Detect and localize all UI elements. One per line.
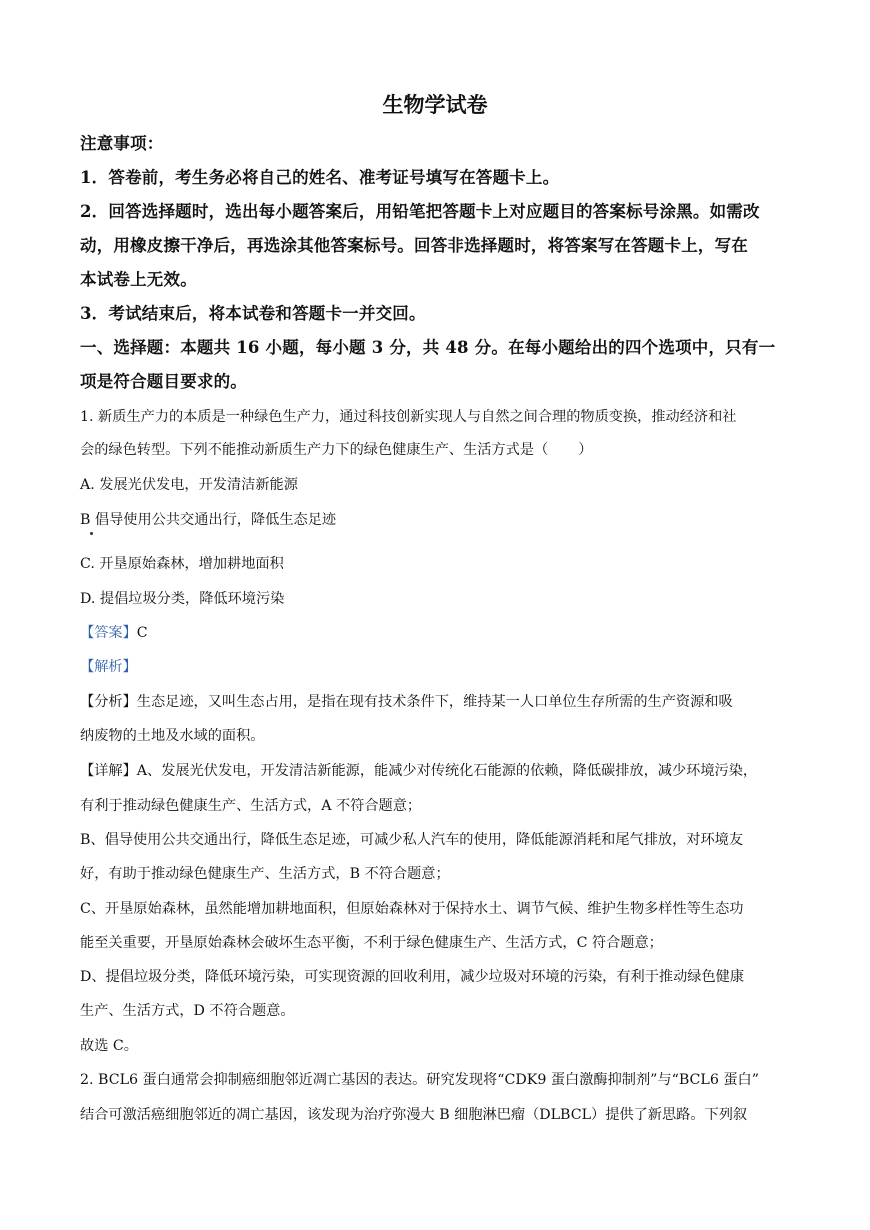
question-1-option-c: C. 开垦原始森林，增加耕地面积 <box>80 556 284 572</box>
stray-dot-mark <box>90 532 93 535</box>
question-1-stem-line-2 <box>80 439 800 461</box>
notice-item-2-line-2: 动，用橡皮擦干净后，再选涂其他答案标号。回答非选择题时，将答案写在答题卡上，写在 <box>80 236 748 255</box>
question-1-option-b: B 倡导使用公共交通出行，降低生态足迹 <box>80 512 337 528</box>
xiangjie-d-line-2: 生产、生活方式，D 不符合题意。 <box>80 1003 295 1019</box>
fenxi-line-2: 纳废物的土地及水域的面积。 <box>80 728 265 744</box>
exam-title: 生物学试卷 <box>382 92 488 117</box>
fenxi-text: 生态足迹，又叫生态占用，是指在现有技术条件下，维持某一人口单位生存所需的生产资源和吸 <box>136 694 733 710</box>
question-1-stem-line-1: 1. 新质生产力的本质是一种绿色生产力，通过科技创新实现人与自然之间合理的物质变换，推动经济和社 <box>80 409 737 425</box>
answer-label: 【答案】 <box>80 625 137 641</box>
question-2-stem-line-1: 2. BCL6 蛋白通常会抑制癌细胞邻近凋亡基因的表达。研究发现将“CDK9 蛋白激酶抑制剂”与“BCL6 蛋白” <box>80 1072 759 1088</box>
xiangjie-b-line-1: B、倡导使用公共交通出行，降低生态足迹，可减少私人汽车的使用，降低能源消耗和尾气排放，对环境友 <box>80 832 744 848</box>
analysis-label: 【解析】 <box>80 659 137 675</box>
notice-item-2-line-1: 2．回答选择题时，选出每小题答案后，用铅笔把答题卡上对应题目的答案标号涂黑。如需改 <box>80 202 760 221</box>
question-1-option-a: A. 发展光伏发电，开发清洁新能源 <box>80 477 298 493</box>
xiangjie-b-line-2: 好，有助于推动绿色健康生产、生活方式，B 不符合题意； <box>80 866 450 882</box>
xiangjie-c-line-2: 能至关重要，开垦原始森林会破坏生态平衡，不利于绿色健康生产、生活方式，C 符合题意； <box>80 935 663 951</box>
notice-item-2-line-3: 本试卷上无效。 <box>80 270 197 289</box>
question-1-stem-text: 会的绿色转型。下列不能推动新质生产力下的绿色健康生产、生活方式是（ <box>80 442 549 458</box>
section-heading-line-2: 项是符合题目要求的。 <box>80 372 247 391</box>
answer-value: C <box>136 625 148 641</box>
question-2-stem-line-2: 结合可激活癌细胞邻近的凋亡基因，该发现为治疗弥漫大 B 细胞淋巴瘤（DLBCL）提供了新思路。下列叙 <box>80 1107 748 1123</box>
notice-item-1: 1．答卷前，考生务必将自己的姓名、准考证号填写在答题卡上。 <box>80 168 560 187</box>
xiangjie-a-line-1 <box>80 760 800 782</box>
fenxi-line-1 <box>80 691 800 713</box>
xiangjie-a-text: A、发展光伏发电，开发清洁新能源，能减少对传统化石能源的依赖，降低碳排放，减少环境污染， <box>136 763 758 779</box>
xiangjie-c-line-1: C、开垦原始森林，虽然能增加耕地面积，但原始森林对于保持水土、调节气候、维护生物多样性等生态功 <box>80 901 744 917</box>
question-1-stem-close: ） <box>578 442 593 458</box>
xiangjie-d-line-1: D、提倡垃圾分类，降低环境污染，可实现资源的回收利用，减少垃圾对环境的污染，有利于推动绿色健康 <box>80 969 745 985</box>
fenxi-label: 【分析】 <box>80 694 137 710</box>
section-heading-line-1: 一、选择题：本题共 16 小题，每小题 3 分，共 48 分。在每小题给出的四个选项中，只有一 <box>80 338 776 357</box>
answer-row <box>80 622 800 644</box>
conclusion: 故选 C。 <box>80 1038 138 1054</box>
xiangjie-a-line-2: 有利于推动绿色健康生产、生活方式，A 不符合题意； <box>80 798 422 814</box>
notice-heading: 注意事项： <box>80 134 164 153</box>
xiangjie-label: 【详解】 <box>80 763 137 779</box>
notice-item-3: 3．考试结束后，将本试卷和答题卡一并交回。 <box>80 304 426 323</box>
question-1-option-d: D. 提倡垃圾分类，降低环境污染 <box>80 591 285 607</box>
